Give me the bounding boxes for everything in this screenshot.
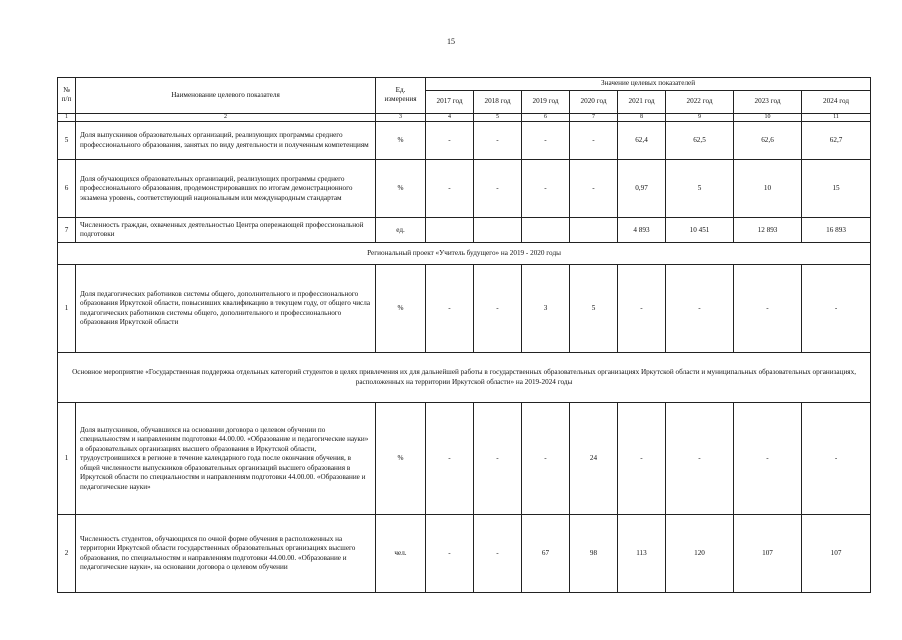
value-cell: - <box>618 265 666 353</box>
value-cell: - <box>802 265 871 353</box>
header-name: Наименование целевого показателя <box>76 78 376 114</box>
value-cell: 10 <box>734 160 802 218</box>
row-number: 1 <box>58 403 76 515</box>
value-cell: - <box>802 403 871 515</box>
value-cell: - <box>522 403 570 515</box>
column-number: 6 <box>522 113 570 122</box>
value-cell: - <box>474 122 522 160</box>
value-cell: 5 <box>666 160 734 218</box>
column-number: 5 <box>474 113 522 122</box>
value-cell: - <box>426 515 474 593</box>
value-cell: 62,7 <box>802 122 871 160</box>
unit-cell: чел. <box>376 515 426 593</box>
value-cell: 62,4 <box>618 122 666 160</box>
column-number: 7 <box>570 113 618 122</box>
value-cell: - <box>474 403 522 515</box>
table-row <box>58 122 871 160</box>
table-row <box>58 515 871 593</box>
value-cell: - <box>666 265 734 353</box>
value-cell: - <box>426 265 474 353</box>
value-cell: 12 893 <box>734 218 802 243</box>
value-cell: 10 451 <box>666 218 734 243</box>
section-title: Региональный проект «Учитель будущего» на 2019 - 2020 годы <box>58 243 871 265</box>
value-cell: - <box>426 160 474 218</box>
value-cell: 67 <box>522 515 570 593</box>
indicator-name: Доля педагогических работников системы общего, дополнительного и профессионального образования Иркутской области, повысивших квалификацию в текущем году, от общего числа педагогических работников системы общего, дополнительного и профессионального образования Иркутской области <box>76 265 376 353</box>
value-cell: - <box>570 160 618 218</box>
value-cell: 98 <box>570 515 618 593</box>
unit-cell: % <box>376 265 426 353</box>
unit-cell: % <box>376 403 426 515</box>
value-cell: 113 <box>618 515 666 593</box>
indicator-name: Численность граждан, охваченных деятельностью Центра опережающей профессиональной подготовки <box>76 218 376 243</box>
header-year: 2017 год <box>426 90 474 113</box>
value-cell: 107 <box>734 515 802 593</box>
value-cell: 15 <box>802 160 871 218</box>
row-number: 2 <box>58 515 76 593</box>
header-year: 2018 год <box>474 90 522 113</box>
value-cell <box>570 218 618 243</box>
section-row <box>58 243 871 265</box>
table-row <box>58 218 871 243</box>
value-cell: 62,5 <box>666 122 734 160</box>
value-cell <box>522 218 570 243</box>
row-number: 6 <box>58 160 76 218</box>
column-number: 3 <box>376 113 426 122</box>
indicator-name: Доля обучающихся образовательных организаций, реализующих программы среднего профессионального образования, продемонстрировавших по итогам демонстрационного экзамена уровень, соответствующий национальным или международным стандартам <box>76 160 376 218</box>
section-title: Основное мероприятие «Государственная поддержка отдельных категорий студентов в целях привлечения их для дальнейшей работы в государственных образовательных организациях Иркутской области и муниципальных образовательных организациях, расположенных на территории Иркутской области» на 2019-2024 годы <box>58 353 871 403</box>
value-cell: - <box>522 160 570 218</box>
value-cell: 0,97 <box>618 160 666 218</box>
indicator-name: Доля выпускников образовательных организаций, реализующих программы среднего профессионального образования, занятых по виду деятельности и полученным компетенциям <box>76 122 376 160</box>
header-year: 2019 год <box>522 90 570 113</box>
table-row <box>58 265 871 353</box>
value-cell: 3 <box>522 265 570 353</box>
value-cell: - <box>426 122 474 160</box>
value-cell: 62,6 <box>734 122 802 160</box>
column-number: 4 <box>426 113 474 122</box>
unit-cell: ед. <box>376 218 426 243</box>
header-unit: Ед. измерения <box>376 78 426 114</box>
value-cell: - <box>618 403 666 515</box>
value-cell: - <box>734 265 802 353</box>
value-cell: 120 <box>666 515 734 593</box>
value-cell: - <box>734 403 802 515</box>
value-cell: - <box>474 515 522 593</box>
value-cell: - <box>570 122 618 160</box>
value-cell: 107 <box>802 515 871 593</box>
page-number: 15 <box>447 37 455 46</box>
header-year: 2022 год <box>666 90 734 113</box>
header-year: 2021 год <box>618 90 666 113</box>
column-number: 11 <box>802 113 871 122</box>
indicators-table <box>57 77 871 593</box>
table-row <box>58 160 871 218</box>
column-number: 2 <box>76 113 376 122</box>
header-year: 2024 год <box>802 90 871 113</box>
column-number: 9 <box>666 113 734 122</box>
value-cell <box>426 218 474 243</box>
section-row <box>58 353 871 403</box>
value-cell <box>474 218 522 243</box>
indicator-name: Доля выпускников, обучавшихся на основании договора о целевом обучении по специальностям и направлениям подготовки 44.00.00. «Образование и педагогические науки» в образовательных организациях высшего образования в Иркутской области, трудоустроившихся в регионе в течение календарного года после окончания обучения, в общей численности выпускников образовательных организаций высшего образования в Иркутской области по специальностям и направлениям подготовки 44.00.00. «Образование и педагогические науки» <box>76 403 376 515</box>
value-cell: - <box>474 160 522 218</box>
table-row <box>58 403 871 515</box>
value-cell: - <box>522 122 570 160</box>
row-number: 5 <box>58 122 76 160</box>
unit-cell: % <box>376 160 426 218</box>
value-cell: 4 893 <box>618 218 666 243</box>
unit-cell: % <box>376 122 426 160</box>
value-cell: 24 <box>570 403 618 515</box>
header-no: № п/п <box>58 78 76 114</box>
column-number: 1 <box>58 113 76 122</box>
value-cell: - <box>666 403 734 515</box>
value-cell: - <box>474 265 522 353</box>
value-cell: - <box>426 403 474 515</box>
value-cell: 16 893 <box>802 218 871 243</box>
header-year: 2023 год <box>734 90 802 113</box>
header-values-group: Значение целевых показателей <box>426 78 871 91</box>
header-year: 2020 год <box>570 90 618 113</box>
column-number: 10 <box>734 113 802 122</box>
row-number: 1 <box>58 265 76 353</box>
indicator-name: Численность студентов, обучающихся по очной форме обучения в расположенных на территории Иркутской области государственных образовательных организациях высшего образования, по специальностям и направлениям подготовки 44.00.00. «Образование и педагогические науки», на основании договора о целевом обучении <box>76 515 376 593</box>
row-number: 7 <box>58 218 76 243</box>
value-cell: 5 <box>570 265 618 353</box>
column-number: 8 <box>618 113 666 122</box>
